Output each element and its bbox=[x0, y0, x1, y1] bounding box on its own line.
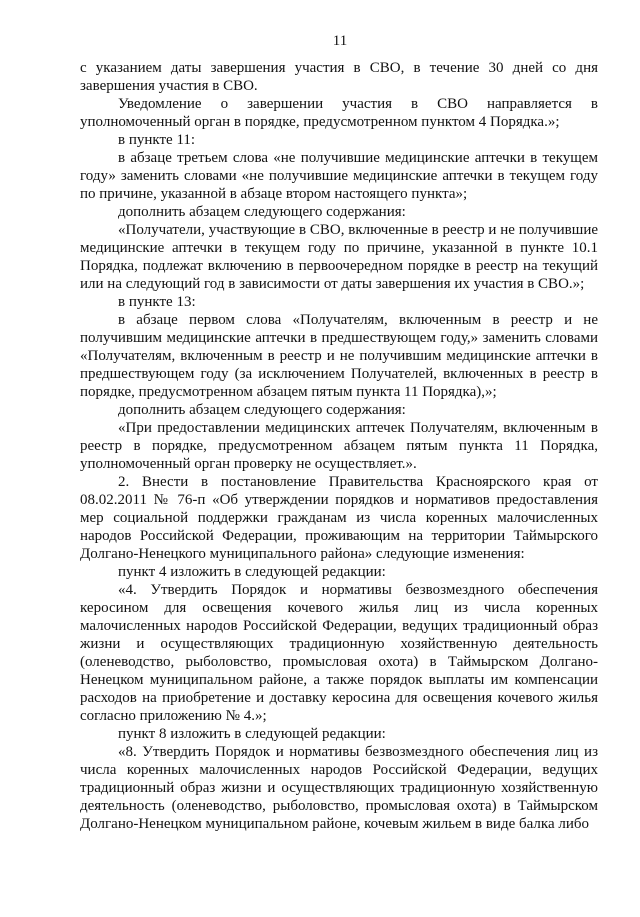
paragraph-point-4-text: «4. Утвердить Порядок и нормативы безвозмездного обеспечения керосином для освещения кочевого жилья лиц из числа коренных малочисленных народов Российской Федерации, ведущих традиционный образ жизни и осуществляющих традиционную хозяйственную деятельность (оленеводство, рыболовство, промысловая охота) в Таймырском Долгано-Ненецком муниципальном районе, а также порядок выплаты им компенсации расходов на приобретение и доставку керосина для освещения кочевого жилья согласно приложению № 4.»; bbox=[80, 582, 598, 724]
paragraph-abzac-first: в абзаце первом слова «Получателям, включенным в реестр и не получившим медицинские аптечки в предшествующем году,» заменить словами «Получателям, включенным в реестр и не получившим медицинские аптечки в предшествующем году (за исключением Получателей, включенных в реестр в порядке, предусмотренном абзацем пятым пункта 11 Порядка),»; bbox=[80, 312, 598, 400]
paragraph-add-abzac-1: дополнить абзацем следующего содержания: bbox=[118, 204, 406, 220]
paragraph-point-8-intro: пункт 8 изложить в следующей редакции: bbox=[118, 726, 386, 742]
paragraph-point-11: в пункте 11: bbox=[118, 132, 196, 148]
page-number: 11 bbox=[332, 33, 348, 49]
paragraph-svo-completion-date: с указанием даты завершения участия в СВО, в течение 30 дней со дня завершения участия в СВО. bbox=[80, 60, 598, 94]
paragraph-no-check: «При предоставлении медицинских аптечек Получателям, включенным в реестр в порядке, предусмотренном абзацем пятым пункта 11 Порядка, уполномоченный орган проверку не осуществляет.». bbox=[80, 420, 598, 472]
document-body bbox=[80, 59, 598, 833]
paragraph-abzac-third: в абзаце третьем слова «не получившие медицинские аптечки в текущем году» заменить словами «не получившие медицинские аптечки в текущем году по причине, указанной в абзаце втором настоящего пункта»; bbox=[80, 150, 598, 202]
paragraph-item-2-decree: 2. Внести в постановление Правительства Красноярского края от 08.02.2011 № 76-п «Об утверждении порядков и нормативов предоставления мер социальной поддержки гражданам из числа коренных малочисленных народов Российской Федерации, проживающим на территории Таймырского Долгано-Ненецкого муниципального района» следующие изменения: bbox=[80, 474, 598, 562]
paragraph-point-4-intro: пункт 4 изложить в следующей редакции: bbox=[118, 564, 386, 580]
paragraph-add-abzac-2: дополнить абзацем следующего содержания: bbox=[118, 402, 406, 418]
paragraph-point-13: в пункте 13: bbox=[118, 294, 196, 310]
paragraph-point-8-text: «8. Утвердить Порядок и нормативы безвозмездного обеспечения лиц из числа коренных малочисленных народов Российской Федерации, ведущих традиционный образ жизни и осуществляющих традиционную хозяйственную деятельность (оленеводство, рыболовство, промысловая охота) в Таймырском Долгано-Ненецком муниципальном районе, кочевым жильем в виде балка либо bbox=[80, 744, 598, 832]
paragraph-recipients-svo: «Получатели, участвующие в СВО, включенные в реестр и не получившие медицинские аптечки в текущем году по причине, указанной в пункте 10.1 Порядка, подлежат включению в первоочередном порядке в реестр на текущий или на следующий год в зависимости от даты завершения их участия в СВО.»; bbox=[80, 222, 598, 292]
paragraph-notification: Уведомление о завершении участия в СВО направляется в уполномоченный орган в порядке, предусмотренном пунктом 4 Порядка.»; bbox=[80, 96, 598, 130]
